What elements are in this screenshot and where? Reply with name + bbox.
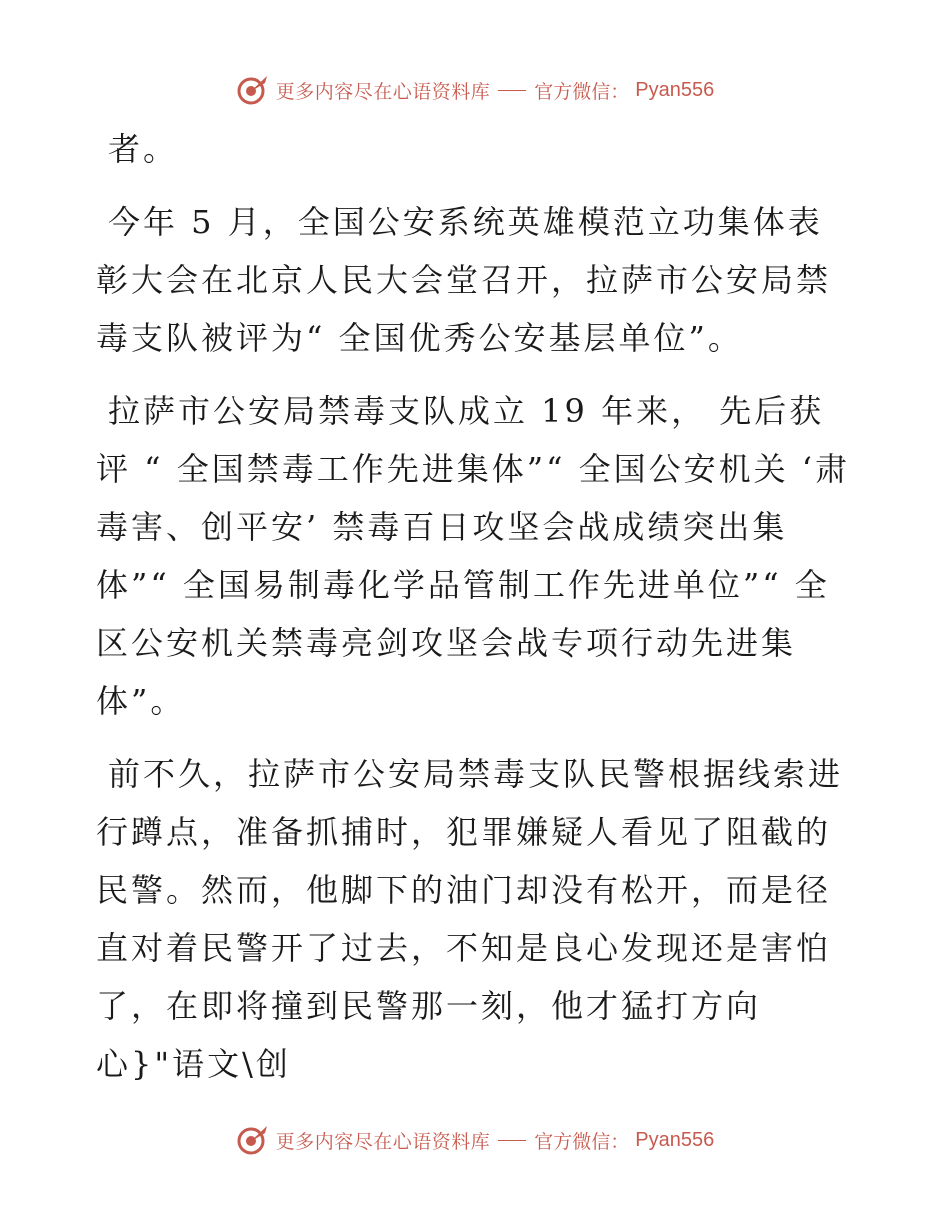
footer-banner (0, 1120, 950, 1160)
document-body (96, 120, 856, 1083)
quill-logo-icon (236, 73, 270, 107)
paragraph-text: 前不久，拉萨市公安局禁毒支队民警根据线索进行蹲点，准备抓捕时，犯罪嫌疑人看见了阻截的民警。然而，他脚下的油门却没有松开，而是径直对着民警开了过去，不知是良心发现还是害怕了，在即将撞到民警那一刻，他才猛打方向心}"语文\创 (96, 755, 844, 1083)
paragraph (96, 745, 856, 1093)
paragraph (96, 120, 856, 178)
quill-logo-icon (236, 1123, 270, 1157)
header-banner (0, 70, 950, 110)
footer-banner-dash (498, 1140, 526, 1141)
header-banner-text: 更多内容尽在心语资料库 (275, 80, 491, 103)
footer-banner-text: 更多内容尽在心语资料库 (275, 1130, 491, 1153)
paragraph-text: 今年 5 月，全国公安系统英雄模范立功集体表彰大会在北京人民大会堂召开，拉萨市公安局禁毒支队被评为“ 全国优秀公安基层单位”。 (96, 203, 832, 357)
paragraph (96, 382, 856, 730)
paragraph-text: 拉萨市公安局禁毒支队成立 19 年来， 先后获评 “ 全国禁毒工作先进集体”“ 全国公安机关 ‘肃毒害、创平安’ 禁毒百日攻坚会战成绩突出集体”“ 全国易制毒化学品管制工作先进单位”“ 全区公安机关禁毒亮剑攻坚会战专项行动先进集体”。 (96, 392, 850, 720)
header-banner-official: 官方微信： (534, 80, 630, 103)
footer-banner-id: Pyan556 (635, 1128, 715, 1151)
header-banner-dash (498, 90, 526, 91)
footer-banner-official: 官方微信： (534, 1130, 630, 1153)
paragraph-text: 者。 (108, 130, 179, 168)
paragraph (96, 193, 856, 367)
header-banner-id: Pyan556 (635, 78, 715, 101)
